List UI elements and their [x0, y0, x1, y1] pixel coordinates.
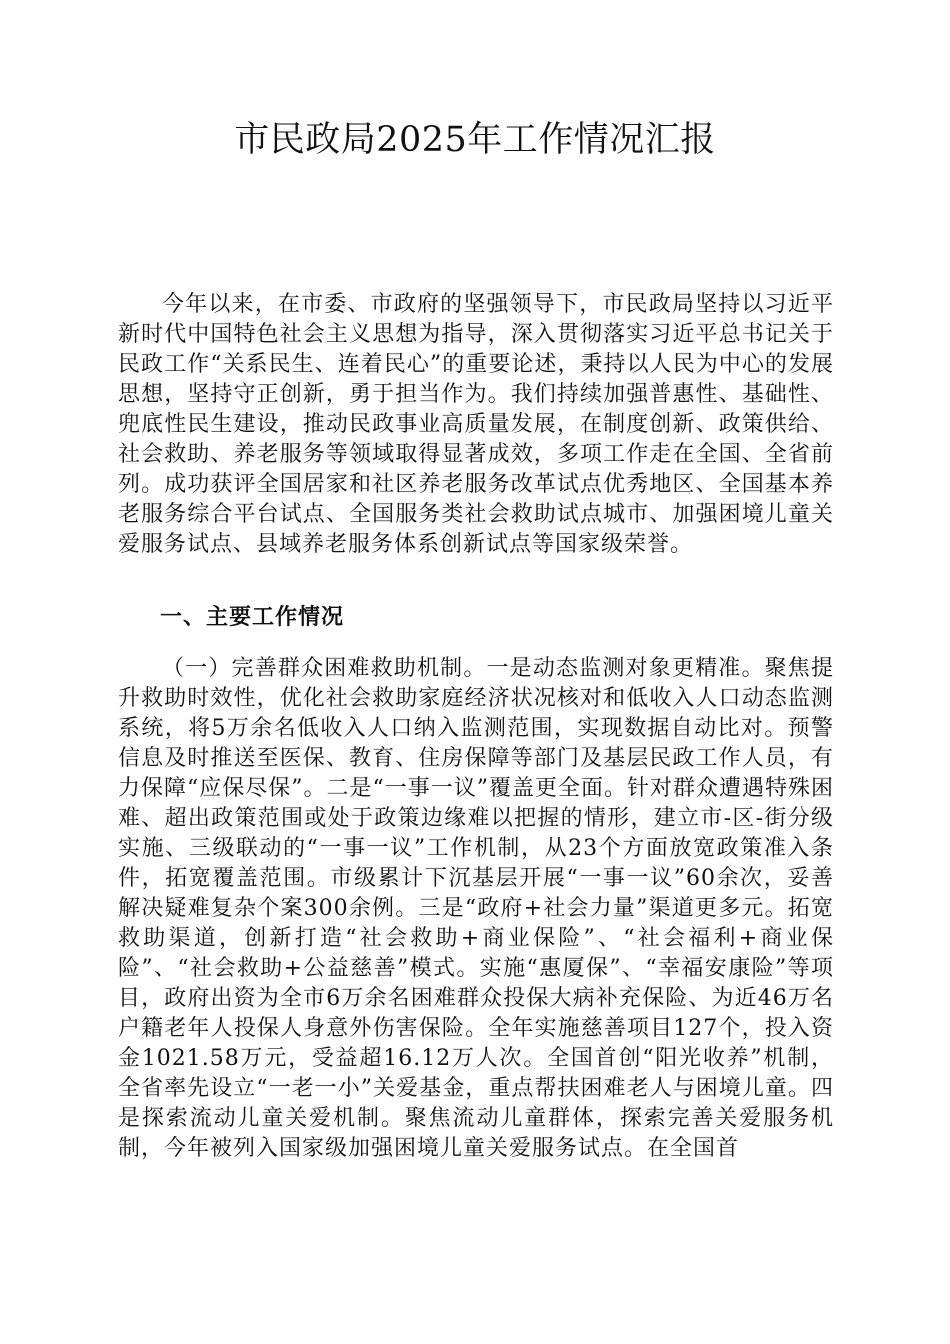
intro-paragraph: 今年以来，在市委、市政府的坚强领导下，市民政局坚持以习近平新时代中国特色社会主义思想为指导，深入贯彻落实习近平总书记关于民政工作“关系民生、连着民心”的重要论述，秉持以人民为中心的发展思想，坚持守正创新，勇于担当作为。我们持续加强普惠性、基础性、兜底性民生建设，推动民政事业高质量发展，在制度创新、政策供给、社会救助、养老服务等领域取得显著成效，多项工作走在全国、全省前列。成功获评全国居家和社区养老服务改革试点优秀地区、全国基本养老服务综合平台试点、全国服务类社会救助试点城市、加强困境儿童关爱服务试点、县域养老服务体系创新试点等国家级荣誉。: [118, 292, 834, 557]
section-body-paragraph: （一）完善群众困难救助机制。一是动态监测对象更精准。聚焦提升救助时效性，优化社会救助家庭经济状况核对和低收入人口动态监测系统，将5万余名低收入人口纳入监测范围，实现数据自动比对。预警信息及时推送至医保、教育、住房保障等部门及基层民政工作人员，有力保障“应保尽保”。二是“一事一议”覆盖更全面。针对群众遭遇特殊困难、超出政策范围或处于政策边缘难以把握的情形，建立市-区-街分级实施、三级联动的“一事一议”工作机制，从23个方面放宽政策准入条件，拓宽覆盖范围。市级累计下沉基层开展“一事一议”60余次，妥善解决疑难复杂个案300余例。三是“政府+社会力量”渠道更多元。拓宽救助渠道，创新打造“社会救助+商业保险”、“社会福利+商业保险”、“社会救助+公益慈善”模式。实施“惠厦保”、“幸福安康险”等项目，政府出资为全市6万余名困难群众投保大病补充保险、为近46万名户籍老年人投保人身意外伤害保险。全年实施慈善项目127个，投入资金1021.58万元，受益超16.12万人次。全国首创“阳光收养”机制，全省率先设立“一老一小”关爱基金，重点帮扶困难老人与困境儿童。四是探索流动儿童关爱机制。聚焦流动儿童群体，探索完善关爱服务机制，今年被列入国家级加强困境儿童关爱服务试点。在全国首: [118, 656, 834, 1161]
document-title: 市民政局2025年工作情况汇报: [234, 120, 716, 160]
section-heading: 一、主要工作情况: [160, 604, 345, 630]
